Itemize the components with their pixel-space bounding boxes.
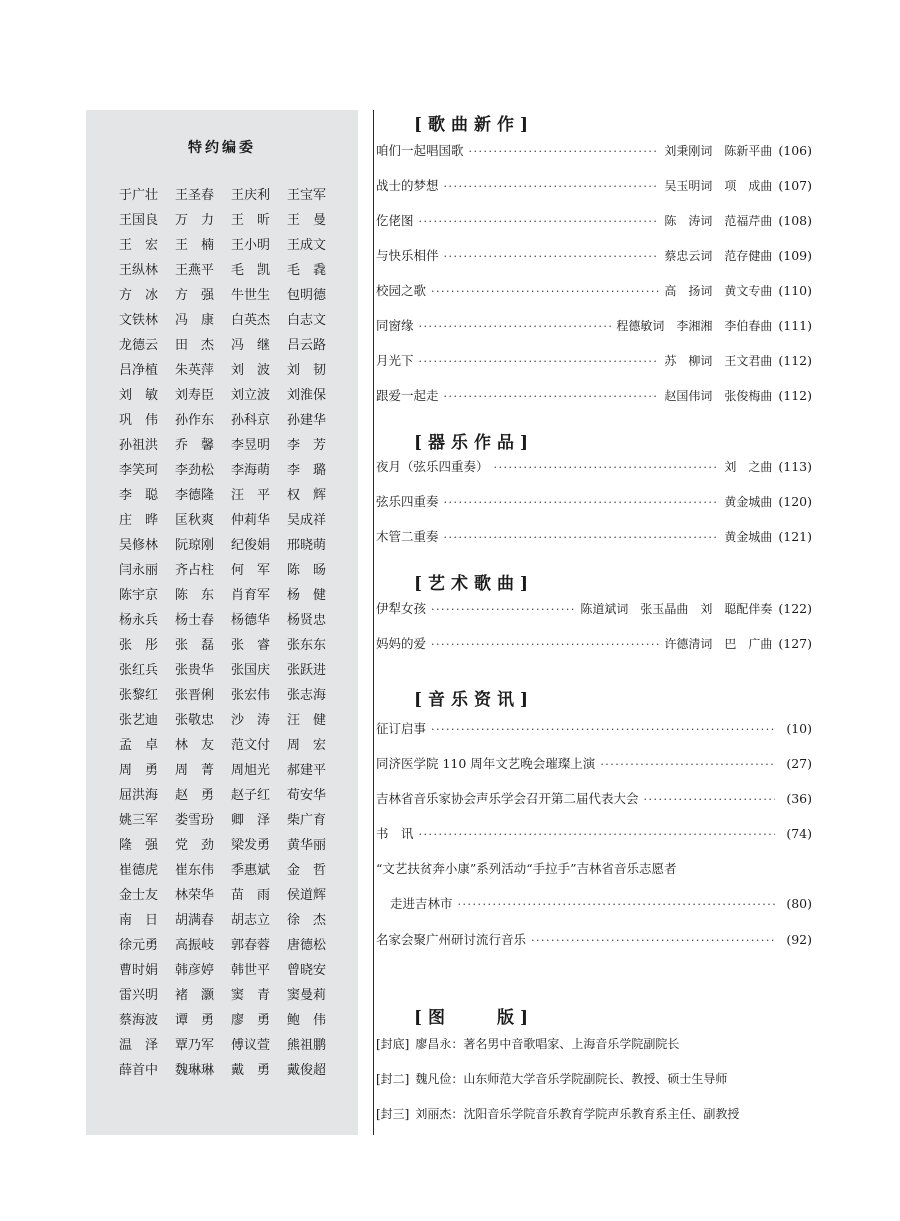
- editor-name: 庄 晔: [119, 513, 159, 528]
- leader-dots: [469, 145, 660, 158]
- editor-name: 张 睿: [231, 638, 271, 653]
- plate-caption: 廖昌永：著名男中音歌唱家、上海音乐学院副院长: [415, 1037, 680, 1051]
- toc-entry-title: 书 讯: [376, 826, 414, 841]
- editor-name: 仲莉华: [231, 513, 271, 528]
- editor-name: 侯道辉: [287, 888, 327, 903]
- editor-name: 南 日: [119, 913, 159, 928]
- toc-entry: [376, 754, 812, 774]
- editor-name: 肖育军: [231, 588, 271, 603]
- editor-name: 窦 青: [231, 988, 271, 1003]
- editor-name: 王燕平: [175, 263, 215, 278]
- editor-name: 周 菁: [175, 763, 215, 778]
- editor-name: 李海萌: [231, 463, 271, 478]
- toc-entry-title: “文艺扶贫奔小康”系列活动“手拉手”吉林省音乐志愿者: [376, 861, 677, 876]
- editor-name: 李德隆: [175, 488, 215, 503]
- editor-name: 文铁林: [119, 313, 159, 328]
- editor-name: 汪 平: [231, 488, 271, 503]
- toc-entry: [376, 599, 812, 619]
- editor-name: 邢晓萌: [287, 538, 327, 553]
- toc-entry: [376, 457, 812, 477]
- plate-entry: [376, 1105, 816, 1122]
- toc-entry: [376, 176, 812, 196]
- editor-name: 杨贤忠: [287, 613, 327, 628]
- toc-entry-title: 吉林省音乐家协会声乐学会召开第二届代表大会: [376, 791, 639, 806]
- plate-caption: 刘丽杰：沈阳音乐学院音乐教育学院声乐教育系主任、副教授: [415, 1107, 740, 1121]
- toc-entry-page: (108): [778, 213, 812, 228]
- editor-name: 张艺迪: [119, 713, 159, 728]
- toc-entry-credit: 刘秉刚词 陈新平曲: [664, 144, 773, 158]
- editor-name: 高振岐: [175, 938, 215, 953]
- plate-position-tag: [封底]: [376, 1037, 410, 1051]
- toc-entry-credit: 黄金城曲: [724, 495, 773, 509]
- editor-name: 窦曼莉: [287, 988, 327, 1003]
- toc-entry: [376, 351, 812, 371]
- editor-name: 孟 卓: [119, 738, 159, 753]
- editor-name: 蔡海波: [119, 1013, 159, 1028]
- leader-dots: [431, 603, 575, 616]
- editor-name: 李昱明: [231, 438, 271, 453]
- editor-name: 崔东伟: [175, 863, 215, 878]
- leader-dots: [419, 215, 660, 228]
- editor-name: 熊祖鹏: [287, 1038, 327, 1053]
- toc-entry-page: (27): [786, 756, 812, 771]
- editor-name: 白英杰: [231, 313, 271, 328]
- toc-entry-page: (36): [786, 791, 812, 806]
- editor-name: 王纵林: [119, 263, 159, 278]
- toc-entry: [376, 859, 812, 879]
- editor-name: 韩彦婷: [175, 963, 215, 978]
- editor-name: 李 聪: [119, 488, 159, 503]
- toc-entry: [376, 211, 812, 231]
- toc-entry-page: (112): [778, 353, 812, 368]
- leader-dots: [644, 793, 776, 806]
- editor-name: 徐 杰: [287, 913, 327, 928]
- section-heading-instrumental: [器乐作品]: [414, 433, 535, 453]
- editor-name: 张志海: [287, 688, 327, 703]
- editor-name: 胡志立: [231, 913, 271, 928]
- editor-name: 牛世生: [231, 288, 271, 303]
- editor-name: 何 军: [231, 563, 271, 578]
- leader-dots: [444, 496, 720, 509]
- editor-name: 隆 强: [119, 838, 159, 853]
- plate-entry: [376, 1070, 816, 1087]
- editor-name: 王 曼: [287, 213, 327, 228]
- editor-name: 范文付: [231, 738, 271, 753]
- toc-entry: [376, 634, 812, 654]
- editor-name: 万 力: [175, 213, 215, 228]
- editor-name: 闫永丽: [119, 563, 159, 578]
- toc-entry-page: (107): [778, 178, 812, 193]
- editor-name: 王成文: [287, 238, 327, 253]
- toc-entry-page: (111): [778, 318, 812, 333]
- editor-name: 季惠斌: [231, 863, 271, 878]
- leader-dots: [444, 250, 660, 263]
- section-heading-plates: [图 版]: [414, 1008, 535, 1028]
- toc-entry-credit: 程德敏词 李湘湘 李伯春曲: [616, 319, 773, 333]
- editor-name: 唐德松: [287, 938, 327, 953]
- toc-entry-credit: 刘 之曲: [724, 460, 773, 474]
- editor-name: 张晋俐: [175, 688, 215, 703]
- editor-name: 卿 泽: [231, 813, 271, 828]
- plate-position-tag: [封三]: [376, 1107, 410, 1121]
- editor-name: 荀安华: [287, 788, 327, 803]
- editor-name: 郝建平: [287, 763, 327, 778]
- toc-entry-page: (110): [778, 283, 812, 298]
- toc-entry: [376, 719, 812, 739]
- editor-name: 杨 健: [287, 588, 327, 603]
- toc-entry-credit: 苏 柳词 王文君曲: [664, 354, 773, 368]
- toc-entry-page: (122): [778, 601, 812, 616]
- toc-entry-page: (106): [778, 143, 812, 158]
- editor-name: 方 冰: [119, 288, 159, 303]
- editor-name: 白志文: [287, 313, 327, 328]
- leader-dots: [431, 723, 775, 736]
- editor-name: 孙建华: [287, 413, 327, 428]
- editor-name: 周旭光: [231, 763, 271, 778]
- editor-name: 毛 毳: [287, 263, 327, 278]
- editor-name: 赵 勇: [175, 788, 215, 803]
- editor-name: 刘 韧: [287, 363, 327, 378]
- editor-name: 金 哲: [287, 863, 327, 878]
- editor-name: 田 杰: [175, 338, 215, 353]
- editor-name: 杨永兵: [119, 613, 159, 628]
- toc-entry-page: (109): [778, 248, 812, 263]
- editor-name: 王国良: [119, 213, 159, 228]
- toc-entry-credit: 蔡忠云词 范存健曲: [664, 249, 773, 263]
- editor-name: 王 宏: [119, 238, 159, 253]
- editor-name: 吴修林: [119, 538, 159, 553]
- editor-name: 张 彤: [119, 638, 159, 653]
- toc-entry-title: 走进吉林市: [390, 896, 453, 911]
- toc-entry-credit: 陈 涛词 范福芹曲: [664, 214, 773, 228]
- toc-entry: [376, 930, 812, 950]
- editor-name: 赵子红: [231, 788, 271, 803]
- editor-name: 徐元勇: [119, 938, 159, 953]
- toc-entry-title: 与快乐相伴: [376, 248, 439, 263]
- leader-dots: [444, 180, 660, 193]
- toc-entry: [376, 281, 812, 301]
- editor-name: 王 楠: [175, 238, 215, 253]
- toc-entry: [376, 824, 812, 844]
- editor-name: 冯 康: [175, 313, 215, 328]
- editor-name: 毛 凯: [231, 263, 271, 278]
- plate-entry: [376, 1035, 816, 1052]
- toc-entry-title: 夜月（弦乐四重奏）: [376, 459, 489, 474]
- editor-name: 温 泽: [119, 1038, 159, 1053]
- editor-name: 柴广育: [287, 813, 327, 828]
- toc-entry: [376, 141, 812, 161]
- editor-name: 刘 敏: [119, 388, 159, 403]
- editor-name: 王圣春: [175, 188, 215, 203]
- editor-name: 戴俊超: [287, 1063, 327, 1078]
- editorial-board-title: 特约编委: [188, 140, 256, 156]
- editor-name: 吴成祥: [287, 513, 327, 528]
- toc-entry-title: 咱们一起唱国歌: [376, 143, 464, 158]
- toc-entry: [376, 386, 812, 406]
- editor-name: 苗 雨: [231, 888, 271, 903]
- toc-entry: [376, 894, 812, 914]
- toc-entry: [376, 492, 812, 512]
- editor-name: 曾晓安: [287, 963, 327, 978]
- editor-name: 刘 波: [231, 363, 271, 378]
- editor-name: 黄华丽: [287, 838, 327, 853]
- toc-entry: [376, 246, 812, 266]
- editor-name: 傅议萱: [231, 1038, 271, 1053]
- toc-entry-page: (112): [778, 388, 812, 403]
- toc-entry-page: (121): [778, 529, 812, 544]
- editor-name: 龙德云: [119, 338, 159, 353]
- toc-entry-title: 木管二重奏: [376, 529, 439, 544]
- editor-name: 林荣华: [175, 888, 215, 903]
- editor-name: 胡满春: [175, 913, 215, 928]
- toc-entry-title: 校园之歌: [376, 283, 427, 298]
- toc-entry-title: 名家会聚广州研讨流行音乐: [376, 932, 527, 947]
- editor-name: 薛首中: [119, 1063, 159, 1078]
- editor-name: 齐占柱: [175, 563, 215, 578]
- editor-name: 王小明: [231, 238, 271, 253]
- plate-caption: 魏凡俭：山东师范大学音乐学院副院长、教授、硕士生导师: [415, 1072, 728, 1086]
- toc-entry-page: (120): [778, 494, 812, 509]
- editor-name: 鲍 伟: [287, 1013, 327, 1028]
- editor-name: 林 友: [175, 738, 215, 753]
- editor-name: 覃乃军: [175, 1038, 215, 1053]
- editor-name: 张东东: [287, 638, 327, 653]
- editor-name: 刘寿臣: [175, 388, 215, 403]
- plate-position-tag: [封二]: [376, 1072, 410, 1086]
- editor-name: 刘立波: [231, 388, 271, 403]
- editor-name: 梁发勇: [231, 838, 271, 853]
- leader-dots: [531, 934, 775, 947]
- editor-name: 王宝军: [287, 188, 327, 203]
- toc-entry-title: 妈妈的爱: [376, 636, 427, 651]
- editor-name: 张敬忠: [175, 713, 215, 728]
- editor-name: 曹时娟: [119, 963, 159, 978]
- editor-name: 张跃进: [287, 663, 327, 678]
- toc-entry-page: (80): [786, 896, 812, 911]
- editor-name: 汪 健: [287, 713, 327, 728]
- editor-name: 于广壮: [119, 188, 159, 203]
- toc-entry-credit: 黄金城曲: [724, 530, 773, 544]
- toc-entry-page: (74): [786, 826, 812, 841]
- toc-entry-credit: 许德清词 巴 广曲: [664, 637, 773, 651]
- editor-name: 李 璐: [287, 463, 327, 478]
- editor-name: 巩 伟: [119, 413, 159, 428]
- toc-entry-page: (92): [786, 932, 812, 947]
- editor-name-grid: [119, 183, 349, 1083]
- editor-name: 王 昕: [231, 213, 271, 228]
- editor-name: 乔 馨: [175, 438, 215, 453]
- editor-name: 李 芳: [287, 438, 327, 453]
- editor-name: 孙科京: [231, 413, 271, 428]
- leader-dots: [431, 285, 659, 298]
- toc-entry: [376, 316, 812, 336]
- toc-entry-page: (113): [778, 459, 812, 474]
- editor-name: 包明德: [287, 288, 327, 303]
- toc-entry-credit: 陈道斌词 张玉晶曲 刘 聪配伴奏: [580, 602, 773, 616]
- editor-name: 姚三军: [119, 813, 159, 828]
- editor-name: 刘淮保: [287, 388, 327, 403]
- editor-name: 谭 勇: [175, 1013, 215, 1028]
- leader-dots: [444, 531, 720, 544]
- editor-name: 吕净植: [119, 363, 159, 378]
- leader-dots: [419, 828, 776, 841]
- toc-entry-title: 跟爱一起走: [376, 388, 439, 403]
- editor-name: 崔德虎: [119, 863, 159, 878]
- leader-dots: [494, 461, 720, 474]
- section-heading-art-songs: [艺术歌曲]: [414, 574, 535, 594]
- editor-name: 戴 勇: [231, 1063, 271, 1078]
- toc-entry-title: 弦乐四重奏: [376, 494, 439, 509]
- editor-name: 阮琼刚: [175, 538, 215, 553]
- leader-dots: [419, 355, 660, 368]
- editor-name: 陈宇京: [119, 588, 159, 603]
- toc-entry-title: 伊犁女孩: [376, 601, 427, 616]
- editor-name: 周 宏: [287, 738, 327, 753]
- toc-entry-title: 月光下: [376, 353, 414, 368]
- editor-name: 廖 勇: [231, 1013, 271, 1028]
- editor-name: 张贵华: [175, 663, 215, 678]
- toc-entry-credit: 高 扬词 黄文专曲: [664, 284, 773, 298]
- editor-name: 吕云路: [287, 338, 327, 353]
- editor-name: 张国庆: [231, 663, 271, 678]
- leader-dots: [444, 390, 660, 403]
- toc-entry-title: 战士的梦想: [376, 178, 439, 193]
- editor-name: 雷兴明: [119, 988, 159, 1003]
- editor-name: 张宏伟: [231, 688, 271, 703]
- editor-name: 党 劲: [175, 838, 215, 853]
- toc-entry-page: (127): [778, 636, 812, 651]
- editor-name: 张黎红: [119, 688, 159, 703]
- editorial-board-panel: [86, 110, 358, 1135]
- editor-name: 权 辉: [287, 488, 327, 503]
- toc-entry-credit: 吴玉明词 项 成曲: [664, 179, 773, 193]
- editor-name: 王庆利: [231, 188, 271, 203]
- editor-name: 张红兵: [119, 663, 159, 678]
- leader-dots: [600, 758, 775, 771]
- editor-name: 李笑珂: [119, 463, 159, 478]
- editor-name: 周 勇: [119, 763, 159, 778]
- editor-name: 杨德华: [231, 613, 271, 628]
- section-heading-news: [音乐资讯]: [414, 690, 535, 710]
- toc-entry-title: 同济医学院 110 周年文艺晚会璀璨上演: [376, 756, 596, 771]
- editor-name: 郭春蓉: [231, 938, 271, 953]
- editor-name: 韩世平: [231, 963, 271, 978]
- editor-name: 孙作东: [175, 413, 215, 428]
- editor-name: 孙祖洪: [119, 438, 159, 453]
- editor-name: 陈 旸: [287, 563, 327, 578]
- leader-dots: [431, 638, 659, 651]
- editor-name: 匡秋爽: [175, 513, 215, 528]
- editor-name: 娄雪玢: [175, 813, 215, 828]
- editor-name: 金士友: [119, 888, 159, 903]
- editor-name: 陈 东: [175, 588, 215, 603]
- editor-name: 冯 继: [231, 338, 271, 353]
- editor-name: 纪俊娟: [231, 538, 271, 553]
- editor-name: 魏琳琳: [175, 1063, 215, 1078]
- section-heading-songs: [歌曲新作]: [414, 115, 535, 135]
- editor-name: 张 磊: [175, 638, 215, 653]
- leader-dots: [458, 898, 776, 911]
- toc-entry: [376, 527, 812, 547]
- editor-name: 杨士春: [175, 613, 215, 628]
- column-divider: [373, 110, 374, 1135]
- toc-entry-title: 征订启事: [376, 721, 427, 736]
- toc-entry: [376, 789, 812, 809]
- leader-dots: [419, 320, 612, 333]
- editor-name: 朱英萍: [175, 363, 215, 378]
- editor-name: 李劲松: [175, 463, 215, 478]
- editor-name: 屈洪海: [119, 788, 159, 803]
- toc-entry-page: (10): [786, 721, 812, 736]
- editor-name: 褚 灏: [175, 988, 215, 1003]
- toc-entry-credit: 赵国伟词 张俊梅曲: [664, 389, 773, 403]
- toc-entry-title: 仡佬图: [376, 213, 414, 228]
- toc-entry-title: 同窗缘: [376, 318, 414, 333]
- editor-name: 方 强: [175, 288, 215, 303]
- editor-name: 沙 涛: [231, 713, 271, 728]
